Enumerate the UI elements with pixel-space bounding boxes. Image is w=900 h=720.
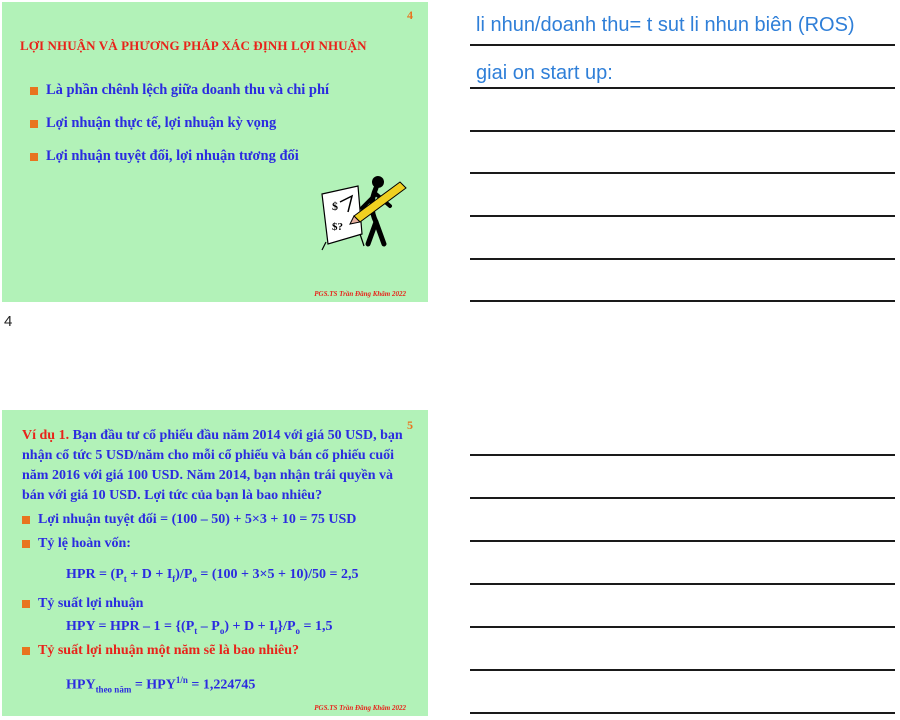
slide-number: 5 xyxy=(407,418,413,432)
note-line xyxy=(470,215,895,217)
page-number: 4 xyxy=(4,313,13,330)
note-line xyxy=(470,172,895,174)
bullet-item xyxy=(22,596,418,612)
bullet-item xyxy=(22,536,418,552)
bullet-text: Tỷ suất lợi nhuận một năm sẽ là bao nhiêu? xyxy=(38,643,299,658)
bullet-item xyxy=(30,82,420,115)
note-line xyxy=(470,454,895,456)
bullet-item xyxy=(30,115,420,148)
bullet-square-icon xyxy=(22,540,30,548)
example-text: Bạn đầu tư cổ phiếu đầu năm 2014 với giá 50 USD, bạn nhận cổ tức 5 USD/năm cho mỗi cổ phiếu và bán cổ phiếu cuối năm 2016 với giá 100 USD. Năm 2014, bạn nhận trái quyền và bán với giá 10 USD. Lợi tức của bạn là bao nhiêu? xyxy=(22,428,403,503)
slide-number: 4 xyxy=(407,8,413,22)
bullet-square-icon xyxy=(22,647,30,655)
note-line xyxy=(470,712,895,714)
example-paragraph xyxy=(22,426,418,506)
note-text-line: li nhun/doanh thu= t sut li nhun biên (ROS) xyxy=(476,14,855,36)
note-line xyxy=(470,87,895,89)
example-label: Ví dụ 1. xyxy=(22,428,70,443)
stick-figure-drawing-icon xyxy=(318,172,410,252)
bullet-text: Lợi nhuận tuyệt đối = (100 – 50) + 5×3 + 10 = 75 USD xyxy=(38,512,357,527)
note-text-line: giai on start up: xyxy=(476,62,613,84)
svg-text:$: $ xyxy=(332,199,338,213)
bullet-square-icon xyxy=(22,516,30,524)
slide-footer: PGS.TS Trần Đăng Khâm 2022 xyxy=(314,290,406,298)
bullet-item xyxy=(22,512,418,528)
svg-text:$?: $? xyxy=(332,221,343,233)
note-line xyxy=(470,540,895,542)
bullet-square-icon xyxy=(30,153,38,161)
bullet-text: Tỷ suất lợi nhuận xyxy=(38,596,144,611)
note-line xyxy=(470,300,895,302)
bullet-item-question xyxy=(22,643,418,659)
slide-title: LỢI NHUẬN VÀ PHƯƠNG PHÁP XÁC ĐỊNH LỢI NHUẬN xyxy=(20,38,367,53)
note-line xyxy=(470,497,895,499)
bullet-text: Tỷ lệ hoàn vốn: xyxy=(38,536,131,551)
bullet-square-icon xyxy=(30,120,38,128)
hpy-annual-formula: $HPY_{theo năm} = HPY^{1/n} = 1,224745$ xyxy=(66,675,256,695)
slide-5 xyxy=(2,410,428,716)
note-line xyxy=(470,626,895,628)
note-line xyxy=(470,258,895,260)
bullet-text: Lợi nhuận tuyệt đối, lợi nhuận tương đối xyxy=(46,148,299,164)
note-line xyxy=(470,130,895,132)
bullet-text: Là phần chênh lệch giữa doanh thu và chi phí xyxy=(46,82,330,98)
note-line xyxy=(470,669,895,671)
bullet-list xyxy=(30,82,420,181)
hpy-formula: HPY = HPR – $1 = \{(P_t - P_o) + D + I_f\}/P_o = 1,5$ xyxy=(66,619,333,636)
bullet-square-icon xyxy=(22,600,30,608)
bullet-square-icon xyxy=(30,87,38,95)
slide-footer: PGS.TS Trần Đăng Khâm 2022 xyxy=(314,704,406,712)
note-line xyxy=(470,583,895,585)
note-line xyxy=(470,44,895,46)
bullet-text: Lợi nhuận thực tế, lợi nhuận kỳ vọng xyxy=(46,115,277,131)
hpr-formula: HPR = $(P_t + D + I_f)/P_o = (100 + 3\times 5 + 10)/50 = 2,5$ xyxy=(66,567,359,584)
slide-4 xyxy=(2,2,428,302)
